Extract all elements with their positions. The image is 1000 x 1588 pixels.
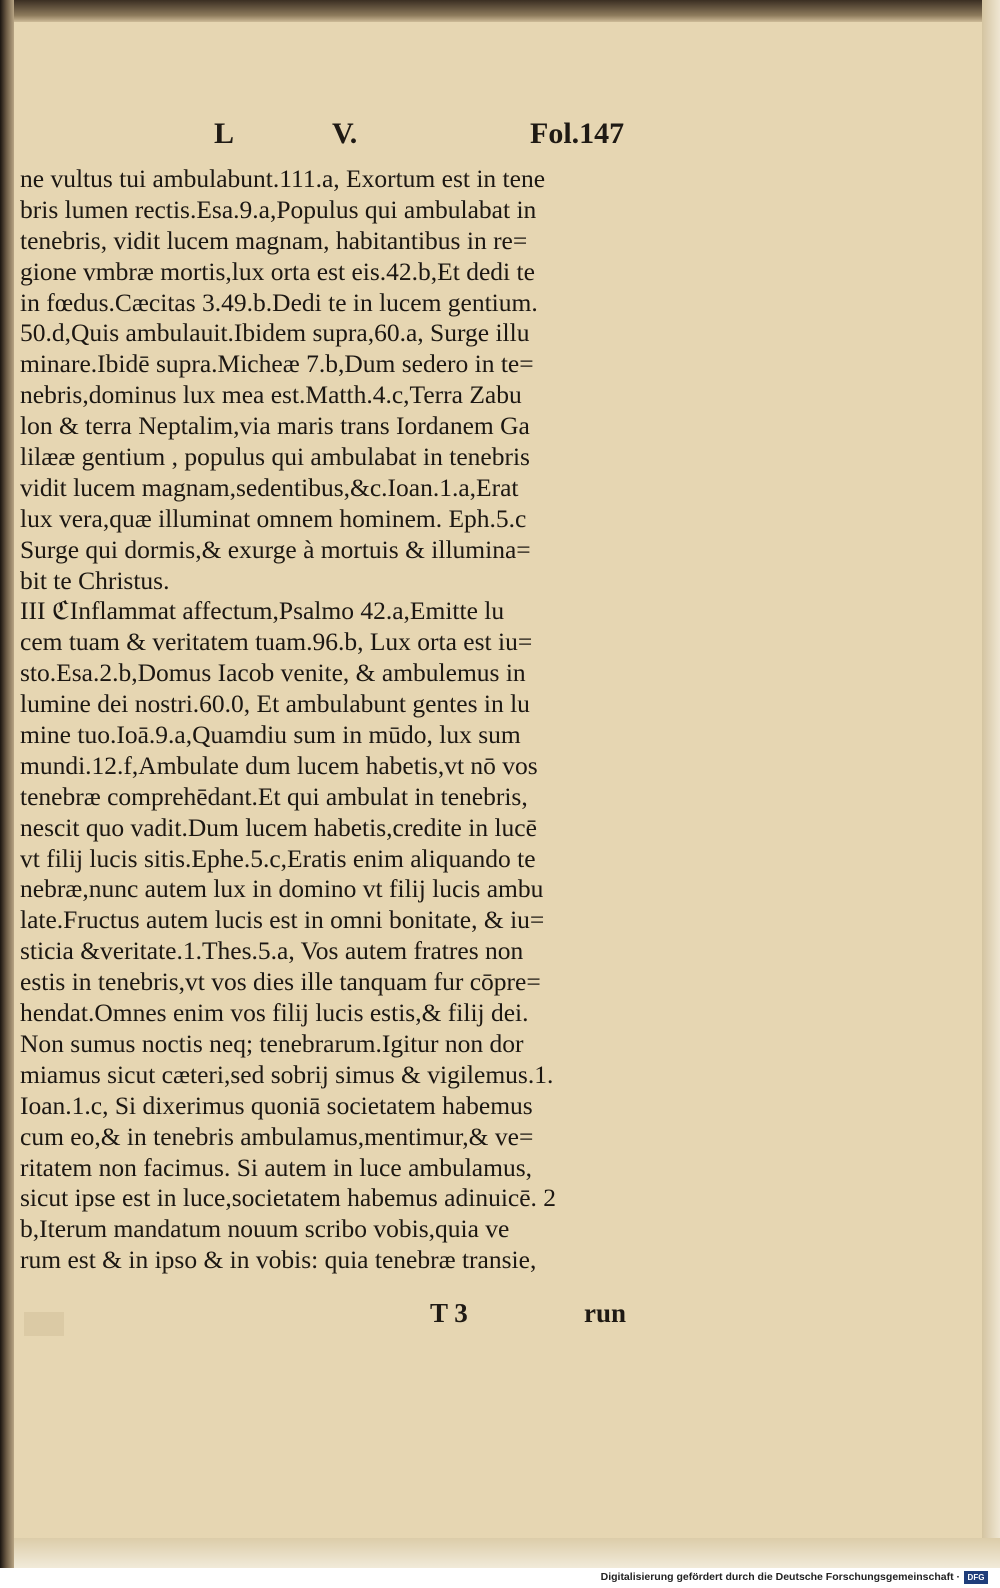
text-line: vidit lucem magnam,sedentibus,&c.Ioan.1.a,Erat (20, 472, 519, 502)
running-header (14, 117, 982, 157)
header-letter-l: L (214, 117, 235, 150)
text-line: gione vmbræ mortis,lux orta est eis.42.b,Et dedi te (20, 256, 535, 286)
page-paper (14, 22, 982, 1538)
text-line: mundi.12.f,Ambulate dum lucem habetis,vt nō vos (20, 750, 538, 780)
text-line: Surge qui dormis,& exurge à mortuis & illumina= (20, 534, 531, 564)
page-right-edge (982, 0, 1000, 1568)
page-top-edge (14, 0, 1000, 22)
signature-mark: T 3 (430, 1298, 468, 1328)
page-body-text (20, 164, 660, 1276)
text-line: in fœdus.Cæcitas 3.49.b.Dedi te in lucem gentium. (20, 287, 538, 317)
text-line: lon & terra Neptalim,via maris trans Iordanem Ga (20, 411, 530, 441)
text-line: nebræ,nunc autem lux in domino vt filij lucis ambu (20, 874, 544, 904)
catchword: run (584, 1298, 627, 1328)
page-footer (14, 1298, 982, 1334)
text-line: lumine dei nostri.60.0, Et ambulabunt gentes in lu (20, 689, 530, 719)
text-line: Ioan.1.c, Si dixerimus quoniā societatem habemus (20, 1090, 533, 1120)
folio-number: Fol.147 (530, 117, 625, 150)
dfg-logo: DFG (964, 1571, 988, 1584)
text-line: 50.d,Quis ambulauit.Ibidem supra,60.a, Surge illu (20, 318, 530, 348)
text-line: nescit quo vadit.Dum lucem habetis,credite in lucē (20, 812, 537, 842)
text-line: tenebræ comprehēdant.Et qui ambulat in tenebris, (20, 781, 528, 811)
text-line: ne vultus tui ambulabunt.111.a, Exortum est in tene (20, 164, 546, 193)
page-bottom-edge (14, 1538, 1000, 1568)
text-line: cum eo,& in tenebris ambulamus,mentimur,& ve= (20, 1121, 534, 1151)
text-line: b,Iterum mandatum nouum scribo vobis,quia ve (20, 1214, 510, 1244)
text-line: tenebris, vidit lucem magnam, habitantibus in re= (20, 225, 528, 255)
text-line: mine tuo.Ioā.9.a,Quamdiu sum in mūdo, lux sum (20, 720, 521, 750)
text-line: cem tuam & veritatem tuam.96.b, Lux orta est iu= (20, 627, 533, 657)
text-line: sto.Esa.2.b,Domus Iacob venite, & ambulemus in (20, 658, 526, 688)
text-line: III ℭInflammat affectum,Psalmo 42.a,Emitte lu (20, 596, 505, 626)
header-letter-v: V. (332, 117, 358, 150)
text-line: bit te Christus. (20, 565, 170, 595)
text-line: ritatem non facimus. Si autem in luce ambulamus, (20, 1152, 533, 1182)
text-line: nebris,dominus lux mea est.Matth.4.c,Terra Zabu (20, 380, 522, 410)
text-line: lux vera,quæ illuminat omnem hominem. Eph.5.c (20, 503, 527, 533)
text-line: vt filij lucis sitis.Ephe.5.c,Eratis enim aliquando te (20, 843, 536, 873)
text-line: estis in tenebris,vt vos dies ille tanquam fur cōpre= (20, 967, 541, 997)
text-line: bris lumen rectis.Esa.9.a,Populus qui ambulabat in (20, 194, 537, 224)
text-line: minare.Ibidē supra.Micheæ 7.b,Dum sedero in te= (20, 349, 534, 379)
text-line: miamus sicut cæteri,sed sobrij simus & vigilemus.1. (20, 1059, 554, 1089)
text-line: sicut ipse est in luce,societatem habemus adinuicē. 2 (20, 1183, 557, 1213)
text-line: late.Fructus autem lucis est in omni bonitate, & iu= (20, 905, 545, 935)
book-spine-shadow (0, 0, 14, 1568)
text-line: Non sumus noctis neq; tenebrarum.Igitur non dor (20, 1028, 524, 1058)
text-line: hendat.Omnes enim vos filij lucis estis,& filij dei. (20, 998, 529, 1028)
text-line: rum est & in ipso & in vobis: quia tenebræ transie, (20, 1245, 537, 1275)
credit-bar (0, 1568, 1000, 1588)
text-line: lilææ gentium , populus qui ambulabat in tenebris (20, 442, 530, 472)
funding-credit: Digitalisierung gefördert durch die Deutsche Forschungsgemeinschaft · (600, 1571, 960, 1583)
text-line: sticia &veritate.1.Thes.5.a, Vos autem fratres non (20, 936, 524, 966)
